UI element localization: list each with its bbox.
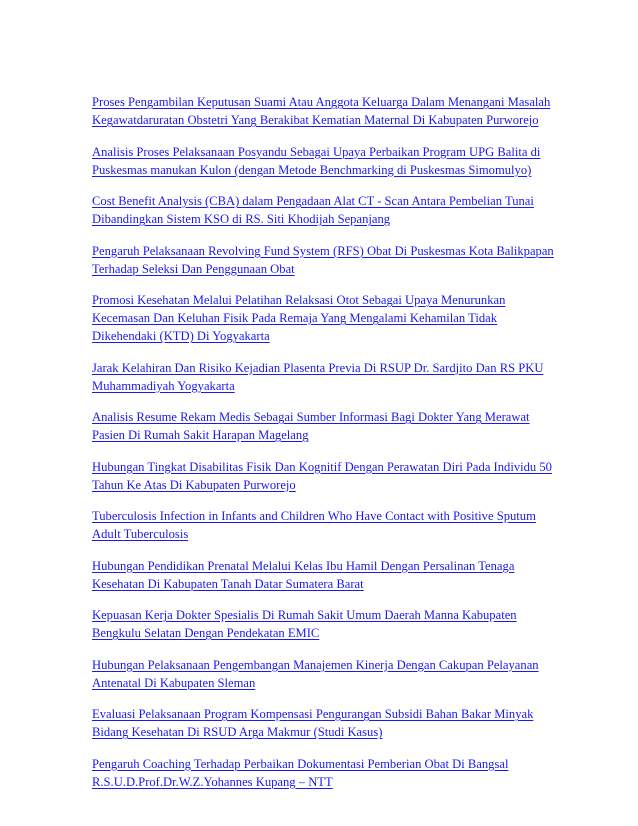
list-item [92,408,562,444]
list-item [92,192,562,228]
list-item [92,458,562,494]
list-item [92,507,562,543]
list-item [92,705,562,741]
document-link[interactable]: Hubungan Pelaksanaan Pengembangan Manajemen Kinerja Dengan Cakupan Pelayanan Antenatal Di Kabupaten Sleman [92,657,539,690]
document-link[interactable]: Kepuasan Kerja Dokter Spesialis Di Rumah Sakit Umum Daerah Manna Kabupaten Bengkulu Selatan Dengan Pendekatan EMIC [92,608,517,640]
list-item [92,557,562,593]
document-link[interactable]: Analisis Resume Rekam Medis Sebagai Sumber Informasi Bagi Dokter Yang Merawat Pasien Di Rumah Sakit Harapan Magelang [92,410,530,442]
document-link[interactable]: Analisis Proses Pelaksanaan Posyandu Sebagai Upaya Perbaikan Program UPG Balita di Puskesmas manukan Kulon (dengan Metode Benchmarking di Puskesmas Simomulyo) [92,144,541,177]
list-item [92,242,562,278]
document-link[interactable]: Jarak Kelahiran Dan Risiko Kejadian Plasenta Previa Di RSUP Dr. Sardjito Dan RS PKU Muhammadiyah Yogyakarta [92,360,544,393]
document-link[interactable]: Pengaruh Pelaksanaan Revolving Fund System (RFS) Obat Di Puskesmas Kota Balikpapan Terhadap Seleksi Dan Penggunaan Obat [92,243,554,276]
document-link[interactable]: Proses Pengambilan Keputusan Suami Atau Anggota Keluarga Dalam Menangani Masalah Kegawatdaruratan Obstetri Yang Berakibat Kematian Maternal Di Kabupaten Purworejo [92,95,551,127]
document-link[interactable]: Promosi Kesehatan Melalui Pelatihan Relaksasi Otot Sebagai Upaya Menurunkan Kecemasan Dan Keluhan Fisik Pada Remaja Yang Mengalami Kehamilan Tidak Dikehendaki (KTD) Di Yogyakarta [92,293,506,343]
list-item [92,143,562,179]
document-link[interactable]: Tuberculosis Infection in Infants and Children Who Have Contact with Positive Sputum Adult Tuberculosis [92,509,536,541]
document-link[interactable]: Pengaruh Coaching Terhadap Perbaikan Dokumentasi Pemberian Obat Di Bangsal R.S.U.D.Prof.Dr.W.Z.Yohannes Kupang – NTT [92,756,509,789]
document-link[interactable]: Hubungan Tingkat Disabilitas Fisik Dan Kognitif Dengan Perawatan Diri Pada Individu 50 Tahun Ke Atas Di Kabupaten Purworejo [92,459,552,492]
document-link[interactable]: Evaluasi Pelaksanaan Program Kompensasi Pengurangan Subsidi Bahan Bakar Minyak Bidang Kesehatan Di RSUD Arga Makmur (Studi Kasus) [92,707,534,739]
document-link[interactable]: Cost Benefit Analysis (CBA) dalam Pengadaan Alat CT - Scan Antara Pembelian Tunai Dibandingkan Sistem KSO di RS. Siti Khodijah Sepanjang [92,194,534,226]
document-link[interactable]: Hubungan Pendidikan Prenatal Melalui Kelas Ibu Hamil Dengan Persalinan Tenaga Kesehatan Di Kabupaten Tanah Datar Sumatera Barat [92,558,515,591]
list-item [92,359,562,395]
list-item [92,606,562,642]
list-item [92,656,562,692]
list-item [92,291,562,345]
list-item [92,93,562,129]
list-item [92,755,562,791]
link-list [92,93,562,804]
